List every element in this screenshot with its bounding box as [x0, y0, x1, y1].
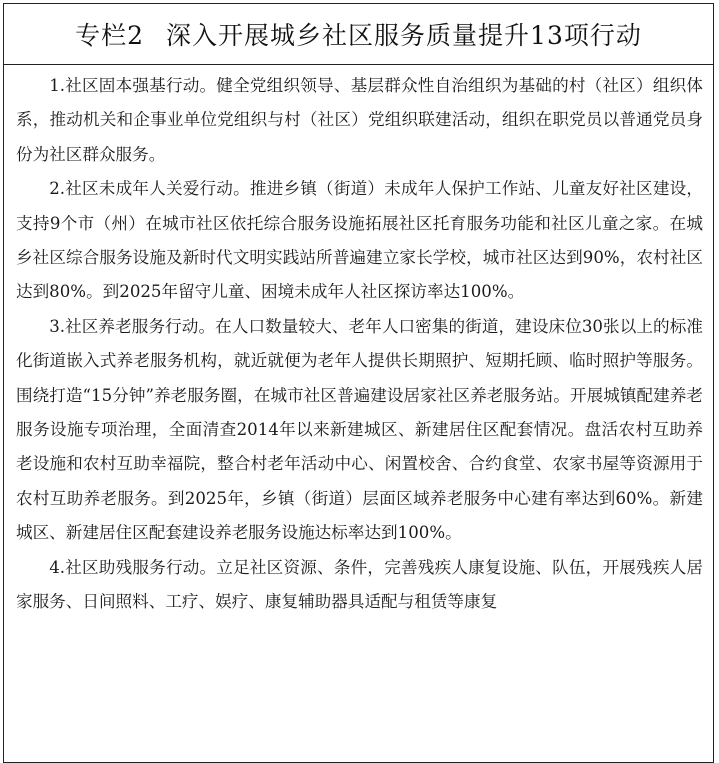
column-heading: 深入开展城乡社区服务质量提升13项行动 [166, 21, 642, 50]
column-box [3, 3, 714, 763]
paragraph-2: 2.社区未成年人关爱行动。推进乡镇（街道）未成年人保护工作站、儿童友好社区建设，支持9个市（州）在城市社区依托综合服务设施拓展社区托育服务功能和社区儿童之家。在城乡社区综合服务设施及新时代文明实践站所普遍建立家长学校，城市社区达到90%，农村社区达到80%。到2025年留守儿童、困境未成年人社区探访率达100%。 [16, 179, 703, 302]
paragraph-4: 4.社区助残服务行动。立足社区资源、条件，完善残疾人康复设施、队伍，开展残疾人居家服务、日间照料、工疗、娱疗、康复辅助器具适配与租赁等康复 [16, 557, 703, 612]
paragraph-3: 3.社区养老服务行动。在人口数量较大、老年人口密集的街道，建设床位30张以上的标准化街道嵌入式养老服务机构，就近就便为老年人提供长期照护、短期托顾、临时照护等服务。围绕打造“15分钟”养老服务圈，在城市社区普遍建设居家社区养老服务站。开展城镇配建养老服务设施专项治理，全面清查2014年以来新建城区、新建居住区配套情况。盘活农村互助养老设施和农村互助幸福院，整合村老年活动中心、闲置校舍、合约食堂、农家书屋等资源用于农村互助养老服务。到2025年，乡镇（街道）层面区域养老服务中心建有率达到60%。新建城区、新建居住区配套建设养老服务设施达标率达到100%。 [16, 316, 703, 543]
column-label: 专栏2 [75, 21, 145, 50]
paragraph-1: 1.社区固本强基行动。健全党组织领导、基层群众性自治组织为基础的村（社区）组织体系，推动机关和企事业单位党组织与村（社区）党组织联建活动，组织在职党员以普通党员身份为社区群众服务。 [16, 76, 703, 164]
column-title [4, 4, 713, 65]
column-content [4, 65, 713, 620]
